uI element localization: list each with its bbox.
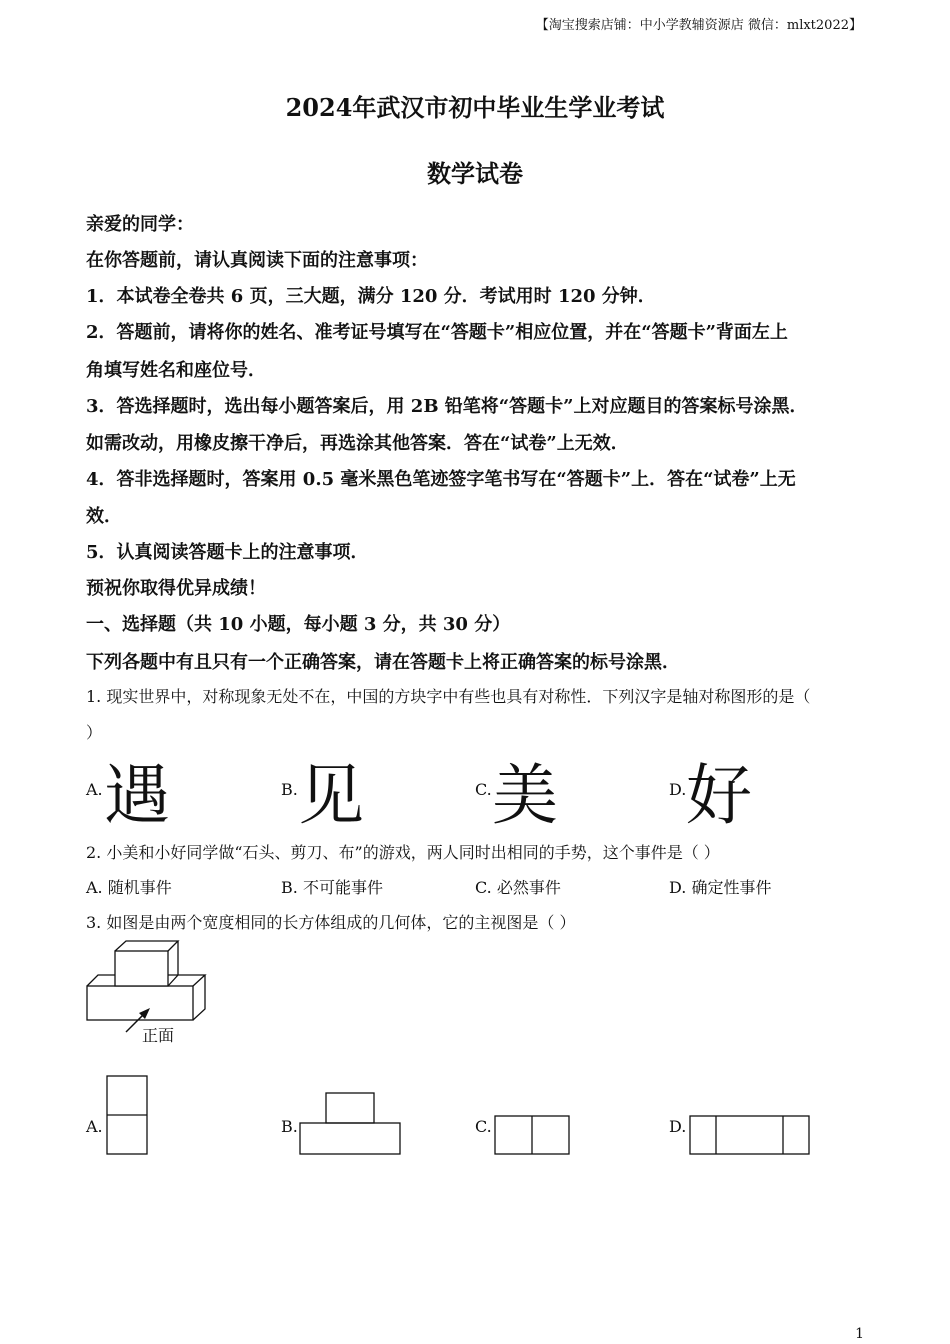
- q2-option-c: [475, 875, 561, 898]
- instruction-item-2-cont: 角填写姓名和座位号．: [86, 360, 266, 381]
- q2-option-b-label: B.: [281, 878, 298, 897]
- wish-text: 预祝你取得优异成绩！: [86, 578, 266, 599]
- question-1-text-cont: ）: [86, 723, 103, 742]
- q2-option-c-label: C.: [475, 878, 492, 897]
- greeting: 亲爱的同学：: [86, 214, 194, 235]
- instruction-item-3-cont: 如需改动，用橡皮擦干净后，再选涂其他答案．答在“试卷”上无效．: [86, 433, 629, 454]
- instruction-item-4: 4．答非选择题时，答案用 0.5 毫米黑色笔迹签字笔书写在“答题卡”上．答在“试卷”上无: [86, 469, 796, 490]
- q2-option-b-text: 不可能事件: [302, 878, 383, 897]
- q2-option-d: [669, 875, 771, 898]
- instructions-intro: 在你答题前，请认真阅读下面的注意事项：: [86, 250, 428, 271]
- q1-option-a-label: A.: [86, 780, 103, 799]
- instruction-item-3: 3．答选择题时，选出每小题答案后，用 2B 铅笔将“答题卡”上对应题目的答案标号涂黑．: [86, 396, 808, 417]
- instruction-item-5: 5．认真阅读答题卡上的注意事项．: [86, 542, 369, 563]
- q2-option-d-label: D.: [669, 878, 687, 897]
- question-1-text: 1. 现实世界中，对称现象无处不在，中国的方块字中有些也具有对称性．下列汉字是轴对称图形的是（: [86, 687, 811, 706]
- q3-option-c-label: C.: [475, 1117, 492, 1136]
- section-note: 下列各题中有且只有一个正确答案，请在答题卡上将正确答案的标号涂黑．: [86, 652, 680, 673]
- q3-option-a-label: A.: [86, 1117, 103, 1136]
- question-2-text: 2. 小美和小好同学做“石头、剪刀、布”的游戏，两人同时出相同的手势，这个事件是（ ）: [86, 843, 720, 862]
- q1-option-b-label: B.: [281, 780, 298, 799]
- exam-subtitle: 数学试卷: [427, 159, 523, 188]
- q2-option-a-label: A.: [86, 878, 103, 897]
- q1-option-b-glyph: 见: [298, 757, 364, 834]
- q1-option-c-glyph: 美: [492, 757, 558, 834]
- front-label: 正面: [142, 1026, 175, 1045]
- page-number: 1: [855, 1326, 864, 1342]
- section-heading: 一、选择题（共 10 小题，每小题 3 分，共 30 分）: [86, 614, 511, 635]
- q1-option-d-label: D.: [669, 780, 687, 799]
- header-note: 【淘宝搜索店铺：中小学教辅资源店 微信：mlxt2022】: [535, 18, 862, 33]
- q2-option-c-text: 必然事件: [496, 878, 561, 897]
- q3-option-a-view: [106, 1075, 148, 1155]
- exam-title: 2024年武汉市初中毕业生学业考试: [285, 93, 665, 122]
- q1-option-c-label: C.: [475, 780, 492, 799]
- q2-option-a-text: 随机事件: [107, 878, 172, 897]
- q2-option-b: [281, 875, 383, 898]
- q3-option-b-label: B.: [281, 1117, 298, 1136]
- q3-option-b-view: [299, 1092, 402, 1156]
- q1-option-d-glyph: 好: [686, 757, 752, 834]
- instruction-item-4-cont: 效．: [86, 506, 122, 527]
- q2-option-d-text: 确定性事件: [691, 878, 772, 897]
- q3-option-c-view: [494, 1115, 571, 1156]
- q1-option-a-glyph: 遇: [104, 757, 170, 834]
- q3-option-d-view: [689, 1115, 811, 1156]
- instruction-item-2: 2．答题前，请将你的姓名、准考证号填写在“答题卡”相应位置，并在“答题卡”背面左上: [86, 322, 788, 343]
- instruction-item-1: 1．本试卷全卷共 6 页，三大题，满分 120 分．考试用时 120 分钟．: [86, 286, 656, 307]
- q2-option-a: [86, 875, 172, 898]
- question-3-text: 3. 如图是由两个宽度相同的长方体组成的几何体，它的主视图是（ ）: [86, 913, 576, 932]
- q3-option-d-label: D.: [669, 1117, 687, 1136]
